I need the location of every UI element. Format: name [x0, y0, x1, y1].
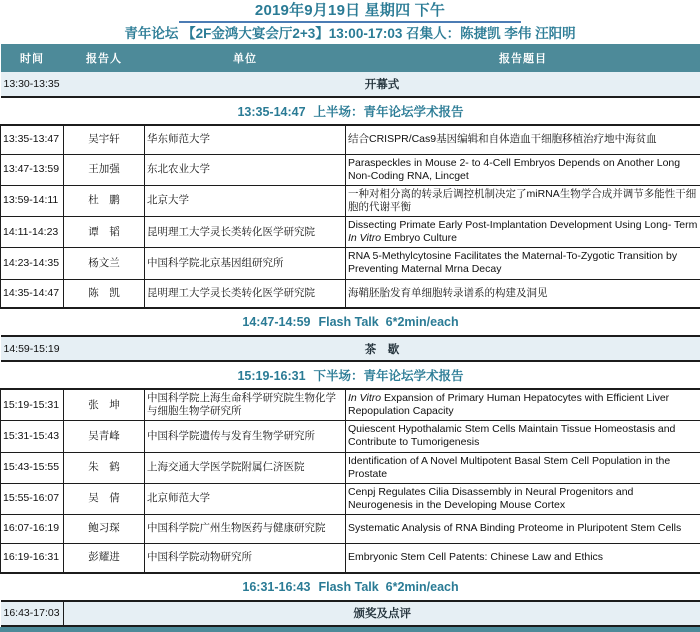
talk-title: [346, 389, 700, 421]
talk-time: 14:23-14:35: [1, 248, 64, 279]
section-divider-row: [1, 308, 700, 336]
talk-title-italic-segment: In Vitro: [348, 232, 381, 244]
talk-time: 14:35-14:47: [1, 279, 64, 308]
section-divider-cell: [1, 308, 700, 336]
col-header-time: 时间: [1, 44, 64, 72]
speaker-name: 杜 鹏: [64, 185, 145, 216]
speaker-name: 彭耀进: [64, 544, 145, 573]
speaker-name: 吴宇轩: [64, 125, 145, 154]
speaker-affiliation: 东北农业大学: [145, 154, 346, 185]
talk-time: 13:35-13:47: [1, 125, 64, 154]
speaker-name: 杨文兰: [64, 248, 145, 279]
col-header-title: 报告题目: [346, 44, 700, 72]
talk-row: [1, 125, 700, 154]
talk-row: [1, 544, 700, 573]
section-time: 15:19-16:31: [237, 369, 305, 383]
section-label: 上半场：青年论坛学术报告: [314, 105, 464, 119]
talk-title-segment: Expansion of Primary Human Hepatocytes with Efficient Liver Repopulation Capacity: [348, 392, 669, 417]
section-divider-row: [1, 361, 700, 389]
talk-time: 14:11-14:23: [1, 217, 64, 248]
speaker-name: 谭 韬: [64, 217, 145, 248]
section-time: 16:31-16:43: [242, 580, 310, 594]
title-underline: [179, 21, 521, 23]
talk-row: [1, 217, 700, 248]
speaker-affiliation: 中国科学院广州生物医药与健康研究院: [145, 515, 346, 544]
speaker-affiliation: 北京师范大学: [145, 483, 346, 514]
section-divider-cell: [1, 361, 700, 389]
section-time: 13:35-14:47: [237, 105, 305, 119]
speaker-name: 陈 凯: [64, 279, 145, 308]
page-header: [0, 0, 700, 44]
speaker-affiliation: 中国科学院北京基因组研究所: [145, 248, 346, 279]
section-divider-cell: [1, 97, 700, 125]
talk-title-segment: Systematic Analysis of RNA Binding Proteome in Pluripotent Stem Cells: [348, 522, 681, 534]
talk-row: [1, 421, 700, 452]
speaker-affiliation: 北京大学: [145, 185, 346, 216]
section-divider-row: [1, 573, 700, 601]
talk-title: [346, 483, 700, 514]
speaker-name: 吴 倩: [64, 483, 145, 514]
talk-time: 15:43-15:55: [1, 452, 64, 483]
talk-title-segment: Cenpj Regulates Cilia Disassembly in Neural Progenitors and Neurogenesis in the Developing Mouse Cortex: [348, 486, 633, 511]
talk-time: 13:47-13:59: [1, 154, 64, 185]
column-header-row: [1, 44, 700, 72]
highlight-row: [1, 72, 700, 97]
talk-title: [346, 421, 700, 452]
col-header-speaker: 报告人: [64, 44, 145, 72]
talk-time: 16:07-16:19: [1, 515, 64, 544]
talk-time: 16:19-16:31: [1, 544, 64, 573]
session-subtitle: 青年论坛 【2F金鸿大宴会厅2+3】13:00-17:03 召集人：陈捷凯 李伟 汪阳明: [0, 25, 700, 43]
schedule-body: [1, 72, 700, 626]
highlight-label: 开幕式: [64, 72, 700, 97]
speaker-affiliation: 中国科学院上海生命科学研究院生物化学与细胞生物学研究所: [145, 389, 346, 421]
highlight-row: [1, 336, 700, 361]
page-title: 2019年9月19日 星期四 下午: [255, 3, 445, 19]
talk-row: [1, 483, 700, 514]
section-divider-cell: [1, 573, 700, 601]
talk-title-segment: Paraspeckles in Mouse 2- to 4-Cell Embryos Depends on Another Long Non-Coding RNA, Lincget: [348, 157, 680, 182]
talk-title-segment: Quiescent Hypothalamic Stem Cells Maintain Tissue Homeostasis and Contribute to Tumorigenesis: [348, 423, 675, 448]
speaker-name: 王加强: [64, 154, 145, 185]
talk-title-segment: 海鞘胚胎发育单细胞转录谱系的构建及洞见: [348, 287, 548, 299]
highlight-time: 14:59-15:19: [1, 336, 64, 361]
talk-title-segment: RNA 5-Methylcytosine Facilitates the Maternal-To-Zygotic Transition by Preventing Maternal Mrna Decay: [348, 250, 677, 275]
talk-row: [1, 389, 700, 421]
talk-row: [1, 279, 700, 308]
talk-title: [346, 154, 700, 185]
talk-title: [346, 248, 700, 279]
talk-row: [1, 515, 700, 544]
talk-title-segment: Dissecting Primate Early Post-Implantation Development Using Long- Term: [348, 219, 697, 231]
talk-title-segment: 一种对相分离的转录后调控机制决定了miRNA生物学合成并调节多能性干细胞的代谢平衡: [348, 188, 696, 213]
talk-title: [346, 452, 700, 483]
col-header-affiliation: 单位: [145, 44, 346, 72]
talk-time: 15:55-16:07: [1, 483, 64, 514]
highlight-time: 13:30-13:35: [1, 72, 64, 97]
section-divider-row: [1, 97, 700, 125]
talk-row: [1, 248, 700, 279]
talk-title-segment: Identification of A Novel Multipotent Basal Stem Cell Population in the Prostate: [348, 455, 670, 480]
talk-title: [346, 279, 700, 308]
speaker-name: 吴青峰: [64, 421, 145, 452]
highlight-label: 颁奖及点评: [64, 601, 700, 626]
section-time: 14:47-14:59: [242, 315, 310, 329]
talk-time: 15:31-15:43: [1, 421, 64, 452]
talk-title-segment: Embryonic Stem Cell Patents: Chinese Law and Ethics: [348, 551, 603, 563]
speaker-name: 朱 鹤: [64, 452, 145, 483]
talk-title-segment: 结合CRISPR/Cas9基因编辑和自体造血干细胞移植治疗地中海贫血: [348, 133, 657, 145]
talk-title: [346, 217, 700, 248]
talk-title-segment: Embryo Culture: [381, 232, 457, 244]
speaker-affiliation: 昆明理工大学灵长类转化医学研究院: [145, 217, 346, 248]
speaker-name: 鲍习琛: [64, 515, 145, 544]
talk-row: [1, 185, 700, 216]
talk-title: [346, 125, 700, 154]
section-label: 下半场：青年论坛学术报告: [314, 369, 464, 383]
speaker-affiliation: 中国科学院动物研究所: [145, 544, 346, 573]
talk-row: [1, 452, 700, 483]
speaker-affiliation: 昆明理工大学灵长类转化医学研究院: [145, 279, 346, 308]
speaker-name: 张 坤: [64, 389, 145, 421]
talk-time: 15:19-15:31: [1, 389, 64, 421]
speaker-affiliation: 华东师范大学: [145, 125, 346, 154]
speaker-affiliation: 中国科学院遗传与发育生物学研究所: [145, 421, 346, 452]
talk-title: [346, 185, 700, 216]
highlight-row: [1, 601, 700, 626]
schedule-table: [0, 44, 700, 627]
speaker-affiliation: 上海交通大学医学院附属仁济医院: [145, 452, 346, 483]
talk-title-italic-segment: In Vitro: [348, 392, 381, 404]
talk-time: 13:59-14:11: [1, 185, 64, 216]
highlight-label: 茶 歇: [64, 336, 700, 361]
section-label: Flash Talk 6*2min/each: [319, 315, 459, 329]
talk-title: [346, 515, 700, 544]
highlight-time: 16:43-17:03: [1, 601, 64, 626]
section-label: Flash Talk 6*2min/each: [319, 580, 459, 594]
talk-title: [346, 544, 700, 573]
talk-row: [1, 154, 700, 185]
